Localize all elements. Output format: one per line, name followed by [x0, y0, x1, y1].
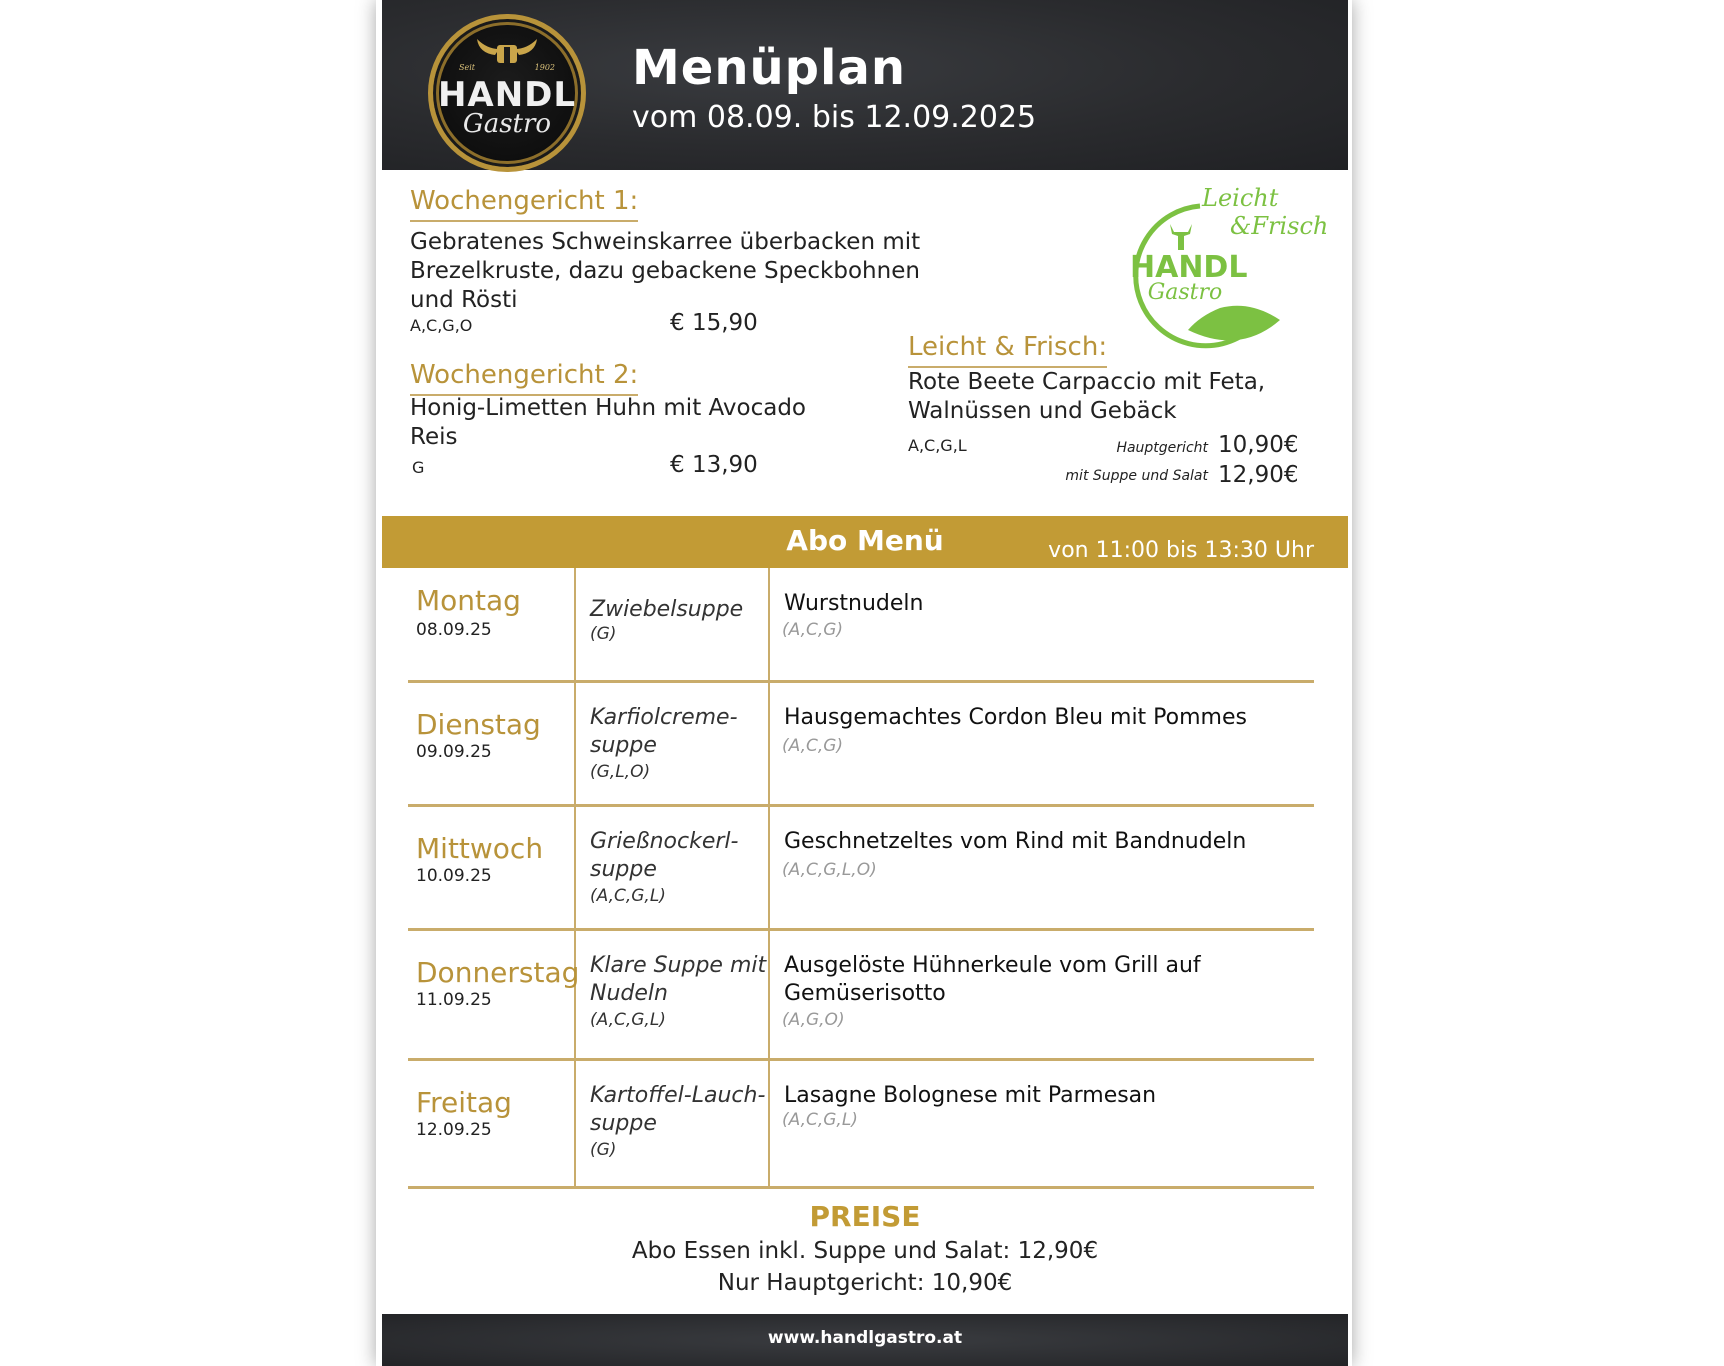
- leicht-frisch-logo: [1100, 180, 1329, 360]
- day-name: Montag: [416, 584, 521, 617]
- handl-gastro-logo: [428, 14, 586, 172]
- main-dish: [784, 704, 1324, 732]
- soup-allergens: (G): [590, 1140, 617, 1160]
- soup-line: Nudeln: [590, 981, 668, 1006]
- prices-line-1: Abo Essen inkl. Suppe und Salat: 12,90€: [631, 1238, 1099, 1264]
- day-name: Freitag: [416, 1086, 512, 1119]
- main-line: Gemüserisotto: [784, 981, 946, 1006]
- soup-allergens: (A,C,G,L): [590, 1010, 666, 1030]
- light-price-label-main: Hauptgericht: [1116, 440, 1208, 456]
- weekly-1-line: Gebratenes Schweinskarree überbacken mit: [410, 229, 921, 255]
- soup-line: Karfiolcreme-: [590, 705, 738, 730]
- row-divider: [408, 928, 1314, 931]
- frisch-text: &Frisch: [1230, 212, 1329, 240]
- day-date: 08.09.25: [416, 620, 492, 640]
- weekly-2-line: Honig-Limetten Huhn mit Avocado: [410, 395, 807, 421]
- green-logo-brand: HANDL: [1130, 250, 1248, 285]
- soup-allergens: (G): [590, 624, 617, 644]
- prices-line-2: Nur Hauptgericht: 10,90€: [717, 1270, 1013, 1296]
- leicht-text: Leicht: [1202, 184, 1279, 212]
- soup-allergens: (A,C,G,L): [590, 886, 666, 906]
- light-description: [908, 368, 1265, 426]
- weekly-2-heading: [410, 360, 638, 396]
- weekly-1-heading: [410, 186, 638, 222]
- weekly-1-description: [410, 228, 920, 315]
- light-allergens: A,C,G,L: [908, 436, 967, 455]
- main-line: Wurstnudeln: [784, 591, 924, 616]
- main-allergens: (A,G,O): [782, 1010, 845, 1030]
- day-date: 09.09.25: [416, 742, 492, 762]
- light-price-label-combo: mit Suppe und Salat: [1065, 468, 1208, 484]
- weekly-1-line: Brezelkruste, dazu gebackene Speckbohnen: [410, 258, 920, 284]
- day-name: Dienstag: [416, 708, 541, 741]
- main-allergens: (A,C,G): [782, 620, 844, 640]
- weekly-1-allergens: A,C,G,O: [410, 316, 473, 335]
- soup-line: Klare Suppe mit: [590, 953, 767, 978]
- website-link[interactable]: www.handlgastro.at: [767, 1328, 963, 1348]
- main-dish: [784, 590, 1324, 618]
- soup: [590, 596, 770, 624]
- menu-sheet: [382, 0, 1348, 1366]
- soup: [590, 952, 770, 1008]
- soup: [590, 704, 770, 760]
- abo-title: Abo Menü: [786, 524, 944, 557]
- soup-line: suppe: [590, 733, 657, 758]
- main-dish: [784, 828, 1324, 856]
- weekly-1-line: und Rösti: [410, 287, 518, 313]
- page-subtitle: vom 08.09. bis 12.09.2025: [632, 100, 1037, 135]
- main-dish: [784, 952, 1324, 1008]
- logo-year: 1902: [534, 63, 555, 72]
- soup: [590, 1082, 770, 1138]
- weekly-1-heading-text: Wochengericht 1:: [410, 186, 639, 216]
- main-line: Geschnetzeltes vom Rind mit Bandnudeln: [784, 829, 1247, 854]
- soup-allergens: (G,L,O): [590, 762, 651, 782]
- row-divider: [408, 804, 1314, 807]
- row-divider: [408, 1186, 1314, 1189]
- heading-underline: [410, 220, 638, 222]
- header: [382, 0, 1348, 170]
- main-allergens: (A,C,G): [782, 736, 844, 756]
- main-allergens: (A,C,G,L,O): [782, 860, 877, 880]
- bull-horns-icon: [473, 35, 541, 65]
- soup: [590, 828, 770, 884]
- row-divider: [408, 680, 1314, 683]
- light-price-main: 10,90€: [1218, 432, 1299, 458]
- weekly-1-price: € 15,90: [670, 310, 758, 336]
- day-name: Donnerstag: [416, 956, 580, 989]
- weekly-2-line: Reis: [410, 424, 458, 450]
- row-divider: [408, 1058, 1314, 1061]
- day-name: Mittwoch: [416, 832, 544, 865]
- weekly-2-description: [410, 394, 806, 452]
- soup-line: suppe: [590, 857, 657, 882]
- prices-title: PREISE: [809, 1200, 921, 1233]
- soup-line: suppe: [590, 1111, 657, 1136]
- main-line: Hausgemachtes Cordon Bleu mit Pommes: [784, 705, 1247, 730]
- day-date: 11.09.25: [416, 990, 492, 1010]
- logo-brand: HANDL: [437, 75, 577, 115]
- logo-seit: Seit: [459, 63, 475, 72]
- light-heading: [908, 332, 1107, 368]
- soup-line: Kartoffel-Lauch-: [590, 1083, 766, 1108]
- main-dish: [784, 1082, 1324, 1110]
- footer: [382, 1314, 1348, 1366]
- main-line: Ausgelöste Hühnerkeule vom Grill auf: [784, 953, 1201, 978]
- soup-line: Grießnockerl-: [590, 829, 739, 854]
- light-price-combo: 12,90€: [1218, 462, 1299, 488]
- light-line: Rote Beete Carpaccio mit Feta,: [908, 369, 1266, 395]
- weekly-2-heading-text: Wochengericht 2:: [410, 360, 639, 390]
- weekly-2-price: € 13,90: [670, 452, 758, 478]
- green-logo-script: Gastro: [1147, 280, 1223, 305]
- light-heading-text: Leicht & Frisch:: [908, 332, 1108, 362]
- page-title: Menüplan: [632, 40, 907, 96]
- soup-line: Zwiebelsuppe: [590, 597, 744, 622]
- logo-script: Gastro: [462, 109, 552, 139]
- main-allergens: (A,C,G,L): [782, 1110, 858, 1130]
- column-divider: [574, 568, 576, 1188]
- weekly-2-allergens: G: [412, 458, 425, 477]
- day-date: 10.09.25: [416, 866, 492, 886]
- day-date: 12.09.25: [416, 1120, 492, 1140]
- light-line: Walnüssen und Gebäck: [908, 398, 1177, 424]
- abo-time: von 11:00 bis 13:30 Uhr: [1048, 538, 1314, 563]
- abo-menu-table: [382, 568, 1348, 1188]
- abo-menu-bar: [382, 516, 1348, 568]
- main-line: Lasagne Bolognese mit Parmesan: [784, 1083, 1157, 1108]
